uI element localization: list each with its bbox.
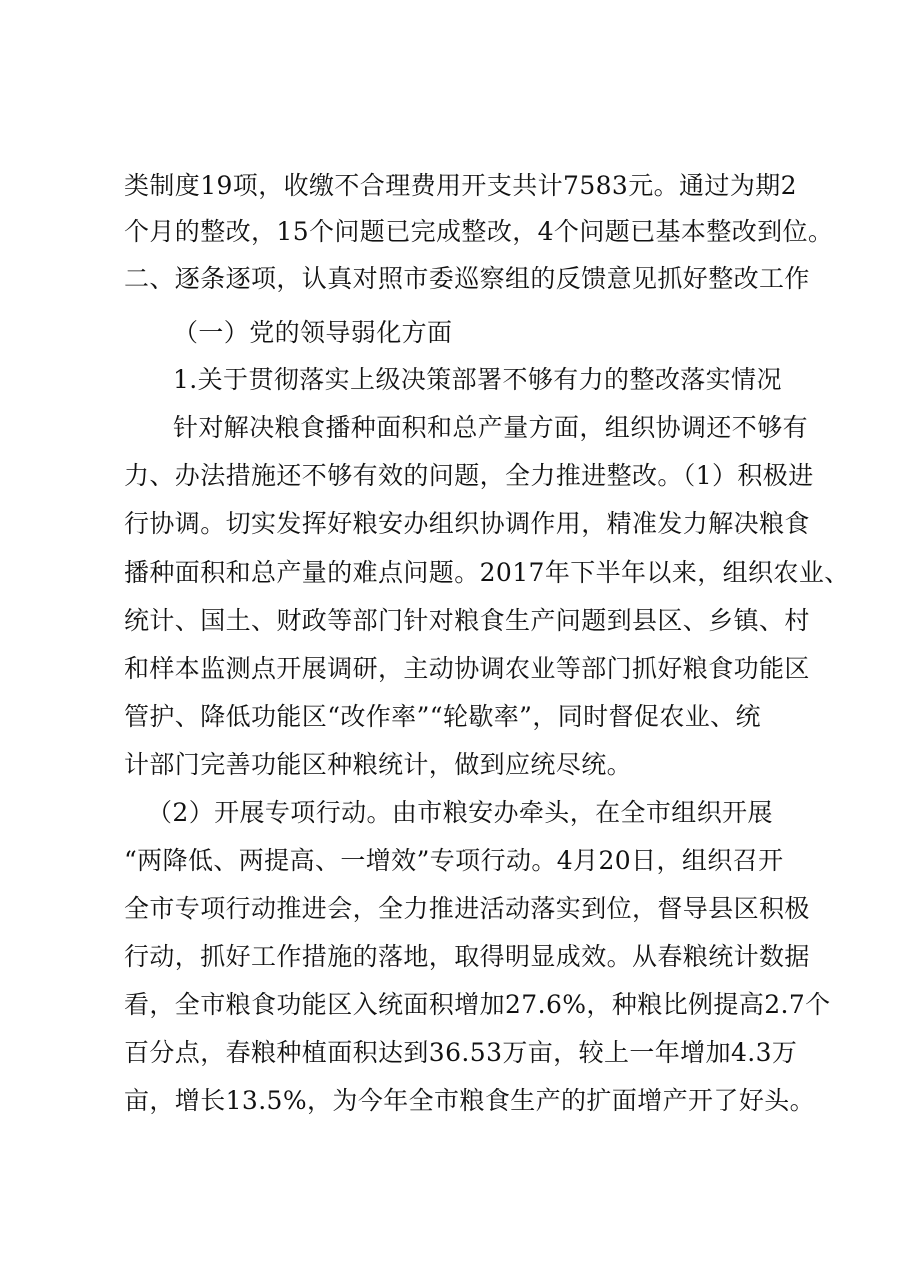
section-heading: 二、逐条逐项，认真对照市委巡察组的反馈意见抓好整改工作 <box>124 264 810 293</box>
paragraph-line: 和样本监测点开展调研，主动协调农业等部门抓好粮食功能区 <box>124 654 810 683</box>
paragraph-line: 管护、降低功能区“改作率”“轮歇率”，同时督促农业、统 <box>124 702 761 731</box>
paragraph-line: 行动，抓好工作措施的落地，取得明显成效。从春粮统计数据 <box>124 942 810 971</box>
subsection-heading: （一）党的领导弱化方面 <box>173 318 453 347</box>
paragraph-line: 类制度19项，收缴不合理费用开支共计7583元。通过为期2 <box>124 171 797 200</box>
paragraph-line: 统计、国土、财政等部门针对粮食生产问题到县区、乡镇、村 <box>124 606 810 635</box>
paragraph-line: 看，全市粮食功能区入统面积增加27.6%，种粮比例提高2.7个 <box>124 990 831 1019</box>
paragraph-line: 力、办法措施还不够有效的问题，全力推进整改。（1）积极进 <box>124 461 814 490</box>
paragraph-line: 个月的整改，15个问题已完成整改，4个问题已基本整改到位。 <box>124 217 834 246</box>
paragraph-line: 亩，增长13.5%，为今年全市粮食生产的扩面增产开了好头。 <box>124 1086 816 1115</box>
paragraph-line: 针对解决粮食播种面积和总产量方面，组织协调还不够有 <box>173 413 809 442</box>
paragraph-line: 计部门完善功能区种粮统计，做到应统尽统。 <box>124 750 633 779</box>
paragraph-line: 播种面积和总产量的难点问题。2017年下半年以来，组织农业、 <box>124 558 850 587</box>
paragraph-line: 全市专项行动推进会，全力推进活动落实到位，督导县区积极 <box>124 894 810 923</box>
paragraph-line: 行协调。切实发挥好粮安办组织协调作用，精准发力解决粮食 <box>124 509 810 538</box>
paragraph-line: （2）开展专项行动。由市粮安办牵头，在全市组织开展 <box>147 798 773 827</box>
paragraph-line: “两降低、两提高、一增效”专项行动。4月20日，组织召开 <box>124 846 784 875</box>
paragraph-line: 百分点，春粮种植面积达到36.53万亩，较上一年增加4.3万 <box>124 1038 798 1067</box>
item-heading: 1.关于贯彻落实上级决策部署不够有力的整改落实情况 <box>173 365 782 394</box>
